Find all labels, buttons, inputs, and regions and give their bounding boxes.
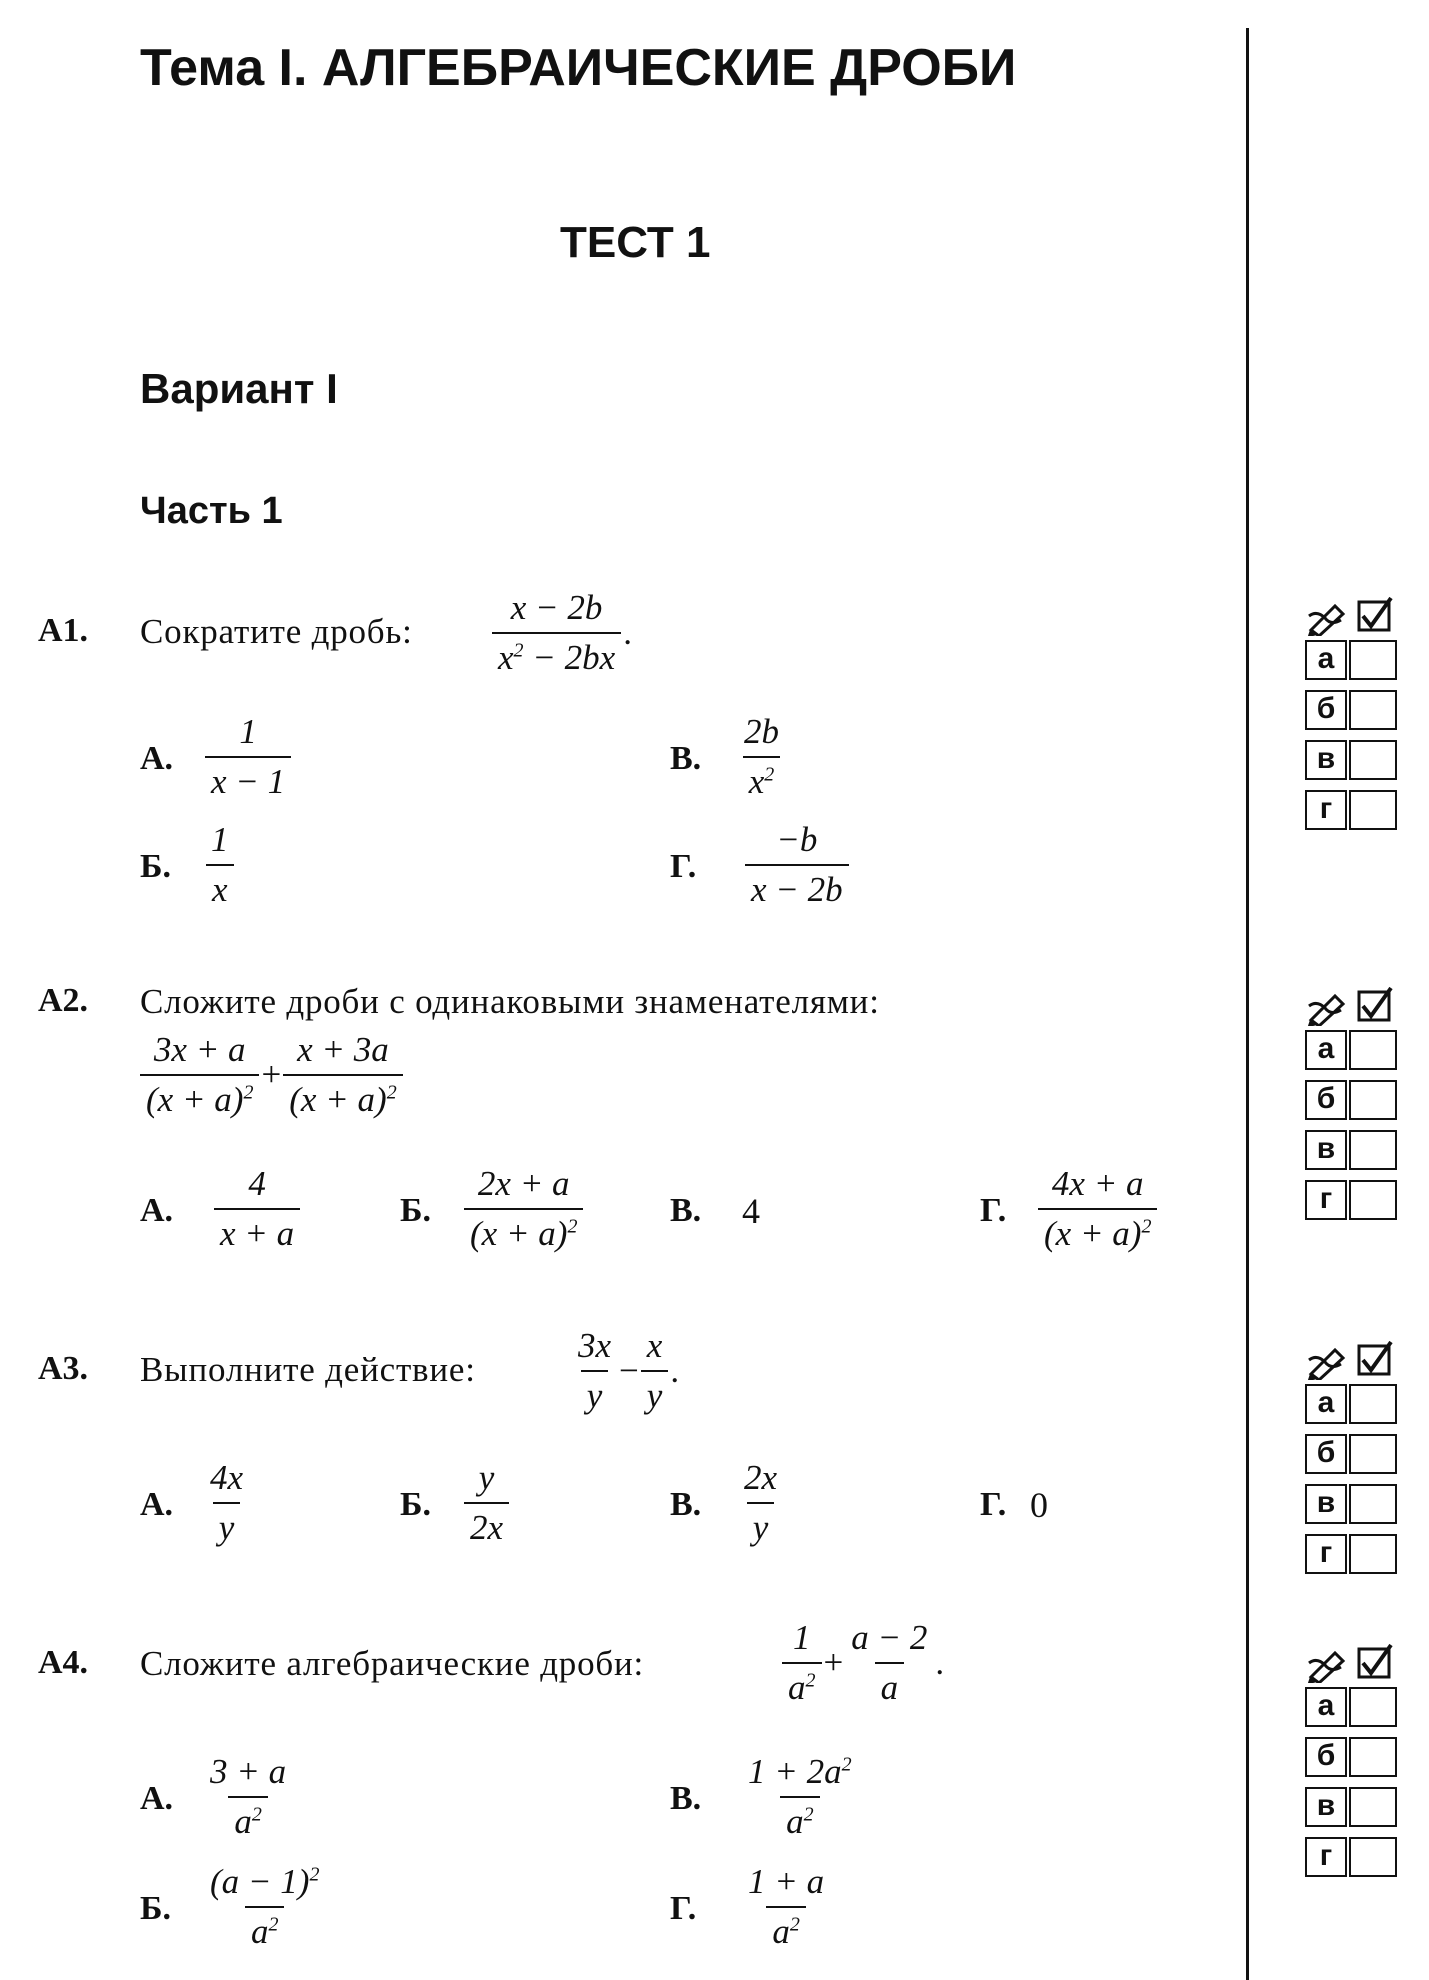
option-letter: Г. (980, 1486, 1007, 1523)
answer-box-header (1305, 986, 1405, 1026)
option-letter: В. (670, 740, 702, 777)
pencil-icon (1309, 1350, 1343, 1380)
fraction (641, 1326, 669, 1417)
option-g-value[interactable] (742, 1862, 830, 1953)
numerator: 2x (744, 1458, 778, 1497)
answer-box-header (1305, 1643, 1405, 1683)
option-letter: А. (140, 1192, 174, 1229)
topic-title: Тема I. АЛГЕБРАИЧЕСКИЕ ДРОБИ (140, 39, 1017, 97)
answer-row (1305, 790, 1411, 830)
answer-option-label: б (1305, 1434, 1347, 1474)
answer-row (1305, 1030, 1411, 1070)
answer-checkbox[interactable] (1349, 1687, 1397, 1727)
numerator: 1 (793, 1618, 811, 1657)
answer-option-label: в (1305, 1130, 1347, 1170)
operator: + (261, 1055, 282, 1095)
denominator: y (641, 1370, 669, 1416)
numerator: 4x (210, 1458, 244, 1497)
option-letter: Б. (400, 1192, 431, 1229)
option-letter: Б. (140, 1890, 171, 1927)
option-letter: Г. (670, 1890, 697, 1927)
den-base: a (234, 1802, 252, 1842)
denominator: x (206, 864, 234, 910)
den-base: a (788, 1668, 806, 1708)
numerator: y (478, 1458, 495, 1497)
answer-checkbox[interactable] (1349, 1080, 1397, 1120)
denominator: x + a (214, 1208, 300, 1254)
numerator: x + 3a (297, 1030, 389, 1069)
numerator: 1 (239, 712, 257, 751)
option-b-value[interactable] (464, 1458, 509, 1549)
den-base: (x + a) (470, 1214, 568, 1254)
option-a-value[interactable] (204, 1458, 249, 1549)
numerator: 1 (211, 820, 229, 859)
option-g-value[interactable] (1038, 1164, 1157, 1255)
option-a-value[interactable] (205, 712, 291, 803)
exponent: 2 (251, 1803, 262, 1826)
answer-checkbox[interactable] (1349, 1737, 1397, 1777)
variant-title: Вариант I (140, 365, 338, 412)
exponent: 2 (513, 639, 524, 662)
answer-checkbox[interactable] (1349, 1030, 1397, 1070)
answer-row (1305, 1484, 1411, 1524)
question-expression (782, 1618, 946, 1709)
answer-row (1305, 1687, 1411, 1727)
denominator (245, 1906, 285, 1952)
option-b-value[interactable] (204, 1862, 325, 1953)
option-letter: А. (140, 740, 174, 777)
denominator (464, 1208, 583, 1254)
option-g-value[interactable] (745, 820, 849, 911)
trailing-period: . (623, 613, 632, 653)
answer-checkbox[interactable] (1349, 1837, 1397, 1877)
question-text: Сложите дроби с одинаковыми знаменателями: (140, 982, 880, 1021)
answer-row (1305, 640, 1411, 680)
numerator: a − 2 (851, 1618, 928, 1657)
denominator (140, 1074, 259, 1120)
answer-row (1305, 1737, 1411, 1777)
question-expression (572, 1326, 681, 1417)
den-tail: − 2bx (523, 638, 616, 678)
option-letter: А. (140, 1486, 174, 1523)
denominator: a (875, 1662, 905, 1708)
numerator (204, 1862, 325, 1906)
option-letter: В. (670, 1486, 702, 1523)
den-base: x (748, 762, 765, 802)
exponent: 2 (841, 1753, 852, 1776)
answer-option-label: г (1305, 1534, 1347, 1574)
option-v-value[interactable]: 4 (742, 1191, 760, 1231)
answer-box-header (1305, 1340, 1405, 1380)
den-base: a (772, 1912, 790, 1952)
den-base: (x + a) (146, 1080, 244, 1120)
question-number: А3. (38, 1350, 89, 1387)
trailing-period: . (670, 1351, 680, 1391)
denominator: y (747, 1502, 775, 1548)
numerator: −b (776, 820, 818, 859)
exponent: 2 (567, 1215, 578, 1238)
option-v-value[interactable] (738, 1458, 783, 1549)
answer-option-label: а (1305, 640, 1347, 680)
denominator (228, 1796, 268, 1842)
den-base: a (786, 1802, 804, 1842)
numerator: 2x + a (477, 1164, 570, 1203)
denominator (766, 1906, 806, 1952)
option-letter: Б. (400, 1486, 431, 1523)
denominator: y (213, 1502, 241, 1548)
denominator (743, 756, 781, 802)
question-number: А1. (38, 612, 89, 649)
answer-checkbox[interactable] (1349, 1130, 1397, 1170)
den-base: (x + a) (289, 1080, 387, 1120)
fraction (492, 588, 621, 679)
exponent: 2 (789, 1913, 800, 1936)
option-letter: В. (670, 1192, 702, 1229)
option-letter: А. (140, 1780, 174, 1817)
checkbox-checked-icon (1359, 1645, 1391, 1677)
exponent: 2 (764, 763, 775, 786)
answer-box-header (1305, 596, 1405, 636)
pencil-icon (1309, 996, 1343, 1026)
question-text: Выполните действие: (140, 1350, 476, 1389)
option-letter: Г. (670, 848, 697, 885)
den-base: x (498, 638, 514, 678)
denominator: 2x (464, 1502, 509, 1548)
denominator (283, 1074, 402, 1120)
answer-option-label: б (1305, 1080, 1347, 1120)
answer-option-label: б (1305, 690, 1347, 730)
numerator: 4x + a (1051, 1164, 1144, 1203)
num-base: (a − 1) (210, 1862, 310, 1901)
question-expression (140, 1030, 403, 1121)
answer-row (1305, 1180, 1411, 1220)
test-title: ТЕСТ 1 (560, 218, 711, 267)
denominator (780, 1796, 820, 1842)
answer-row (1305, 1837, 1411, 1877)
den-base: (x + a) (1044, 1214, 1142, 1254)
fraction (845, 1618, 933, 1709)
option-letter: Г. (980, 1192, 1007, 1229)
answer-checkbox[interactable] (1349, 1787, 1397, 1827)
denominator: x − 2b (745, 864, 849, 910)
question-text: Сократите дробь: (140, 612, 413, 651)
answer-row (1305, 1787, 1411, 1827)
num-base: 1 + 2a (748, 1752, 842, 1791)
answer-row (1305, 1534, 1411, 1574)
exponent: 2 (243, 1081, 254, 1104)
answer-checkbox[interactable] (1349, 1384, 1397, 1424)
answer-option-label: а (1305, 1384, 1347, 1424)
option-v-value[interactable] (742, 1752, 858, 1843)
option-letter: Б. (140, 848, 171, 885)
answer-row (1305, 1130, 1411, 1170)
answer-checkbox[interactable] (1349, 1434, 1397, 1474)
checkbox-checked-icon (1359, 1342, 1391, 1374)
answer-checkbox[interactable] (1349, 1484, 1397, 1524)
answer-option-label: г (1305, 1180, 1347, 1220)
answer-option-label: в (1305, 1484, 1347, 1524)
fraction (140, 1030, 259, 1121)
denominator (782, 1662, 822, 1708)
option-letter: В. (670, 1780, 702, 1817)
option-v-value[interactable] (738, 712, 785, 803)
exponent: 2 (805, 1669, 816, 1692)
answer-option-label: а (1305, 1687, 1347, 1727)
exponent: 2 (1141, 1215, 1152, 1238)
answer-row (1305, 690, 1411, 730)
numerator: 1 + a (748, 1862, 825, 1901)
answer-checkbox[interactable] (1349, 690, 1397, 730)
numerator: 4 (248, 1164, 266, 1203)
checkbox-checked-icon (1359, 988, 1391, 1020)
den-base: a (250, 1912, 269, 1952)
denominator: x − 1 (205, 756, 291, 802)
option-b-value[interactable] (205, 820, 235, 911)
answer-row (1305, 740, 1411, 780)
operator: + (823, 1643, 844, 1683)
checkbox-checked-icon (1359, 598, 1391, 630)
pencil-icon (1309, 1653, 1343, 1683)
numerator: 3x (578, 1326, 612, 1365)
option-b-value[interactable] (464, 1164, 583, 1255)
exponent: 2 (386, 1081, 397, 1104)
answer-checkbox[interactable] (1349, 740, 1397, 780)
option-a-value[interactable] (204, 1752, 292, 1843)
question-expression (492, 588, 634, 679)
question-number: А2. (38, 982, 89, 1019)
answer-option-label: в (1305, 740, 1347, 780)
denominator: y (581, 1370, 609, 1416)
denominator (1038, 1208, 1157, 1254)
exponent: 2 (803, 1803, 814, 1826)
answer-option-label: г (1305, 1837, 1347, 1877)
answer-row (1305, 1434, 1411, 1474)
fraction (782, 1618, 822, 1709)
option-g-value[interactable]: 0 (1030, 1485, 1048, 1525)
numerator: x − 2b (510, 588, 603, 627)
numerator: x (646, 1326, 663, 1365)
numerator: 2b (744, 712, 779, 751)
answer-checkbox[interactable] (1349, 640, 1397, 680)
fraction (283, 1030, 402, 1121)
answer-checkbox[interactable] (1349, 1534, 1397, 1574)
denominator (492, 632, 621, 678)
answer-row (1305, 1384, 1411, 1424)
numerator (742, 1752, 858, 1796)
answer-option-label: а (1305, 1030, 1347, 1070)
numerator: 3x + a (153, 1030, 246, 1069)
option-a-value[interactable] (214, 1164, 300, 1255)
part-title: Часть 1 (140, 490, 283, 532)
answer-checkbox[interactable] (1349, 1180, 1397, 1220)
answer-checkbox[interactable] (1349, 790, 1397, 830)
fraction (572, 1326, 617, 1417)
pencil-icon (1309, 606, 1343, 636)
answer-option-label: г (1305, 790, 1347, 830)
exponent: 2 (268, 1913, 279, 1936)
answer-option-label: в (1305, 1787, 1347, 1827)
exponent: 2 (309, 1863, 320, 1886)
question-number: А4. (38, 1644, 89, 1681)
trailing-period: . (935, 1643, 945, 1683)
numerator: 3 + a (210, 1752, 287, 1791)
operator: − (619, 1351, 639, 1391)
answer-row (1305, 1080, 1411, 1120)
question-text: Сложите алгебраические дроби: (140, 1644, 645, 1683)
margin-divider (1246, 28, 1249, 1980)
answer-option-label: б (1305, 1737, 1347, 1777)
